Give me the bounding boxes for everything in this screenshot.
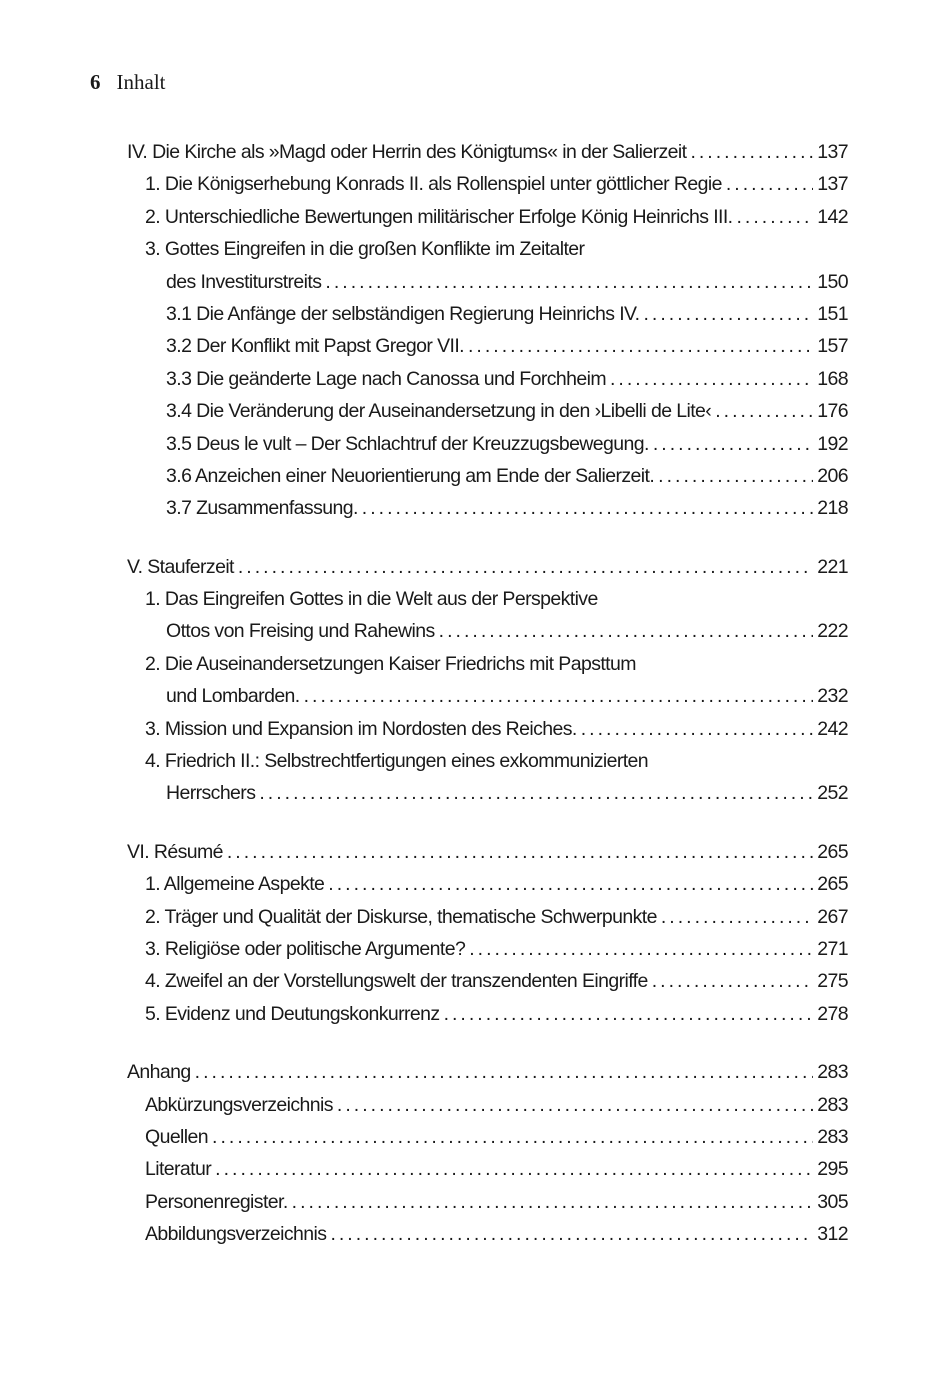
- dot-leader: [468, 330, 813, 362]
- dot-leader: [658, 460, 813, 492]
- toc-entry-title: 2. Träger und Qualität der Diskurse, thematische Schwerpunkte: [145, 905, 657, 928]
- toc-page-number: 278: [817, 1002, 848, 1025]
- toc-page-number: 168: [817, 367, 848, 390]
- dot-leader: [661, 901, 813, 933]
- toc-entry-title: 3.5 Deus le vult – Der Schlachtruf der Kreuzzugsbewegung.: [166, 432, 649, 455]
- dot-leader: [653, 428, 813, 460]
- toc-entry[interactable]: [127, 933, 848, 965]
- toc-entry-title: 4. Zweifel an der Vorstellungswelt der transzendenten Eingriffe: [145, 970, 648, 993]
- toc-entry[interactable]: [127, 648, 848, 680]
- toc-entry[interactable]: [127, 583, 848, 615]
- toc-page-number: 312: [817, 1223, 848, 1246]
- toc-entry-title: und Lombarden.: [166, 685, 300, 708]
- toc-page-number: 295: [817, 1158, 848, 1181]
- toc-entry-title: 1. Allgemeine Aspekte: [145, 873, 325, 896]
- toc-page-number: 232: [817, 685, 848, 708]
- table-of-contents: [127, 136, 848, 1277]
- toc-entry[interactable]: [127, 777, 848, 809]
- dot-leader: [259, 777, 813, 809]
- toc-entry[interactable]: [127, 1056, 848, 1088]
- dot-leader: [610, 363, 813, 395]
- toc-page-number: 137: [817, 173, 848, 196]
- toc-page-number: 150: [817, 270, 848, 293]
- toc-entry[interactable]: [127, 233, 848, 265]
- page-number: 6: [90, 70, 101, 94]
- toc-page-number: 151: [817, 302, 848, 325]
- toc-page-number: 222: [817, 620, 848, 643]
- toc-entry[interactable]: [127, 266, 848, 298]
- toc-entry-title: Herrschers: [166, 782, 256, 805]
- toc-page-number: 283: [817, 1093, 848, 1116]
- toc-entry[interactable]: [127, 713, 848, 745]
- toc-page-number: 176: [817, 400, 848, 423]
- toc-entry-title: 1. Die Königserhebung Konrads II. als Rollenspiel unter göttlicher Regie: [145, 173, 722, 196]
- toc-entry-title: IV. Die Kirche als »Magd oder Herrin des Königtums« in der Salierzeit: [127, 141, 687, 163]
- dot-leader: [337, 1089, 813, 1121]
- toc-page-number: 218: [817, 497, 848, 520]
- toc-page-number: 192: [817, 432, 848, 455]
- toc-entry-title: 3.7 Zusammenfassung.: [166, 497, 358, 520]
- dot-leader: [581, 713, 814, 745]
- toc-page-number: 265: [817, 873, 848, 896]
- toc-entry[interactable]: [127, 1186, 848, 1218]
- dot-leader: [304, 680, 814, 712]
- toc-page-number: 275: [817, 970, 848, 993]
- dot-leader: [362, 492, 813, 524]
- dot-leader: [292, 1186, 814, 1218]
- toc-entry[interactable]: [127, 201, 848, 233]
- dot-leader: [212, 1121, 813, 1153]
- toc-entry[interactable]: [127, 1153, 848, 1185]
- toc-entry-title: V. Stauferzeit: [127, 555, 234, 578]
- toc-page-number: 142: [817, 205, 848, 228]
- toc-page-number: 252: [817, 782, 848, 805]
- toc-page-number: 283: [817, 1125, 848, 1148]
- toc-entry[interactable]: [127, 551, 848, 583]
- toc-entry[interactable]: [127, 836, 848, 868]
- toc-entry-title: Abkürzungsverzeichnis: [145, 1093, 333, 1116]
- toc-entry-title: Personenregister.: [145, 1190, 288, 1213]
- toc-entry-title: 3.6 Anzeichen einer Neuorientierung am Ende der Salierzeit.: [166, 464, 655, 487]
- toc-entry[interactable]: [127, 965, 848, 997]
- dot-leader: [330, 1218, 813, 1250]
- dot-leader: [328, 868, 813, 900]
- toc-section: [127, 836, 848, 1030]
- toc-page-number: 137: [817, 141, 848, 163]
- dot-leader: [439, 615, 814, 647]
- toc-entry-title: VI. Résumé: [127, 840, 223, 863]
- toc-section: [127, 136, 848, 525]
- toc-entry[interactable]: [127, 1121, 848, 1153]
- toc-entry[interactable]: [127, 615, 848, 647]
- toc-entry[interactable]: [127, 395, 848, 427]
- toc-entry-title: 3.4 Die Veränderung der Auseinandersetzung in den ›Libelli de Lite‹: [166, 400, 712, 423]
- toc-entry-title: 5. Evidenz und Deutungskonkurrenz: [145, 1002, 440, 1025]
- dot-leader: [444, 998, 814, 1030]
- dot-leader: [652, 965, 814, 997]
- toc-page-number: 221: [817, 555, 848, 578]
- toc-entry[interactable]: [127, 136, 848, 168]
- toc-entry[interactable]: [127, 1089, 848, 1121]
- dot-leader: [644, 298, 814, 330]
- toc-page-number: 265: [817, 840, 848, 863]
- header-title: Inhalt: [116, 70, 166, 94]
- toc-entry-title: Ottos von Freising und Rahewins: [166, 620, 435, 643]
- toc-entry-title: 3.3 Die geänderte Lage nach Canossa und Forchheim: [166, 367, 606, 390]
- toc-entry[interactable]: [127, 363, 848, 395]
- toc-entry[interactable]: [127, 460, 848, 492]
- toc-entry-title: 2. Unterschiedliche Bewertungen militärischer Erfolge König Heinrichs III.: [145, 205, 733, 228]
- toc-page-number: 206: [817, 464, 848, 487]
- toc-entry-title: des Investiturstreits: [166, 270, 322, 293]
- toc-entry[interactable]: [127, 428, 848, 460]
- toc-entry-title: 3. Mission und Expansion im Nordosten des Reiches.: [145, 717, 577, 740]
- toc-entry-title: Quellen: [145, 1125, 209, 1148]
- toc-section: [127, 551, 848, 810]
- toc-page-number: 242: [817, 717, 848, 740]
- dot-leader: [195, 1056, 814, 1088]
- dot-leader: [215, 1153, 813, 1185]
- toc-entry-title: 4. Friedrich II.: Selbstrechtfertigungen eines exkommunizierten: [145, 750, 649, 773]
- dot-leader: [469, 933, 813, 965]
- toc-entry-title: 3.1 Die Anfänge der selbständigen Regierung Heinrichs IV.: [166, 302, 640, 325]
- dot-leader: [726, 168, 813, 200]
- toc-entry-title: 2. Die Auseinandersetzungen Kaiser Friedrichs mit Papsttum: [145, 652, 636, 675]
- toc-section: [127, 1056, 848, 1250]
- dot-leader: [736, 201, 813, 233]
- toc-entry[interactable]: [127, 998, 848, 1030]
- toc-entry-title: 3. Gottes Eingreifen in die großen Konflikte im Zeitalter: [145, 238, 585, 261]
- dot-leader: [690, 136, 813, 168]
- dot-leader: [238, 551, 813, 583]
- toc-entry[interactable]: [127, 901, 848, 933]
- toc-entry[interactable]: [127, 168, 848, 200]
- running-header: [90, 70, 165, 95]
- toc-entry[interactable]: [127, 1218, 848, 1250]
- toc-page-number: 267: [817, 905, 848, 928]
- toc-entry[interactable]: [127, 330, 848, 362]
- dot-leader: [227, 836, 813, 868]
- toc-page-number: 157: [817, 335, 848, 358]
- toc-entry-title: Literatur: [145, 1158, 212, 1181]
- dot-leader: [715, 395, 813, 427]
- toc-page-number: 271: [817, 937, 848, 960]
- toc-page-number: 283: [817, 1061, 848, 1084]
- toc-entry-title: 1. Das Eingreifen Gottes in die Welt aus der Perspektive: [145, 588, 598, 611]
- toc-entry-title: Anhang: [127, 1061, 191, 1084]
- toc-entry[interactable]: [127, 492, 848, 524]
- toc-entry-title: 3.2 Der Konflikt mit Papst Gregor VII.: [166, 335, 464, 358]
- toc-entry[interactable]: [127, 745, 848, 777]
- toc-entry-title: 3. Religiöse oder politische Argumente?: [145, 937, 466, 960]
- toc-entry[interactable]: [127, 680, 848, 712]
- dot-leader: [325, 266, 813, 298]
- toc-page-number: 305: [817, 1190, 848, 1213]
- toc-entry[interactable]: [127, 298, 848, 330]
- toc-entry[interactable]: [127, 868, 848, 900]
- toc-entry-title: Abbildungsverzeichnis: [145, 1223, 327, 1246]
